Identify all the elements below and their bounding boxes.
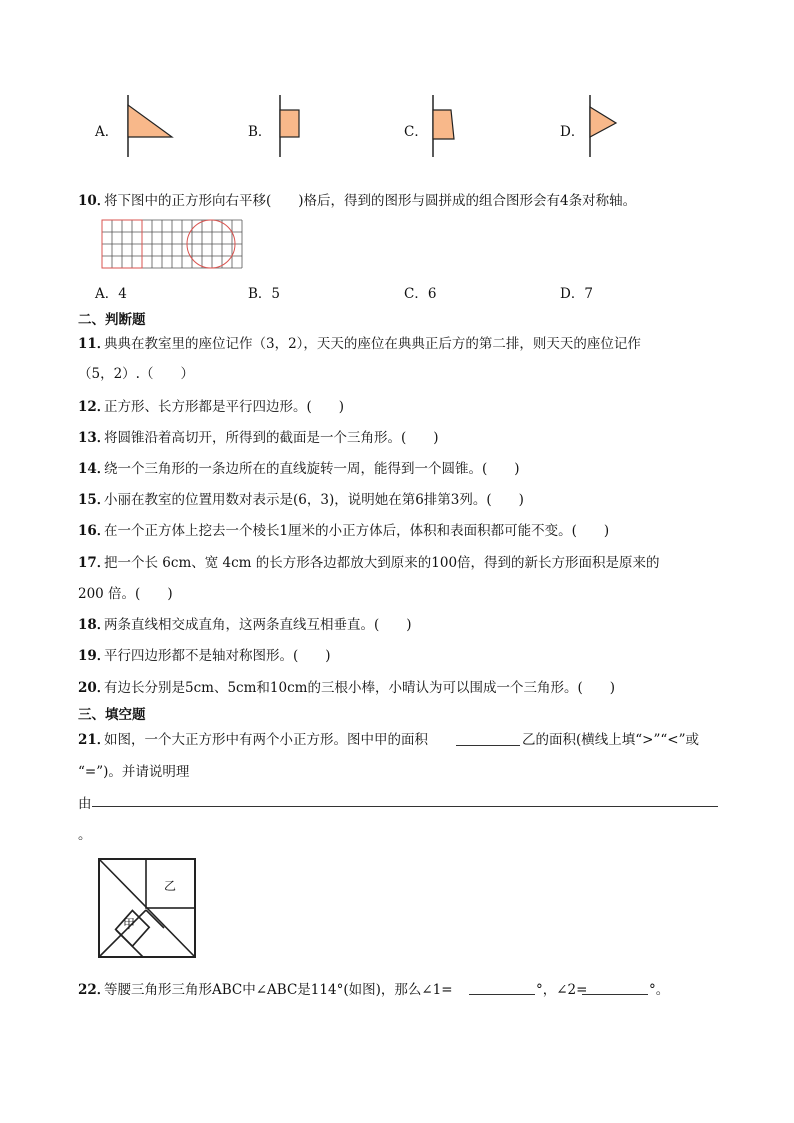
q9-option-c-figure	[425, 95, 465, 160]
q22-end: °。	[649, 982, 670, 998]
q11-text-line2: （5，2）.（ ）	[78, 366, 194, 382]
q11-number: 11．	[78, 336, 111, 352]
q9-option-b-label: B．	[248, 124, 272, 140]
q15-number: 15．	[78, 492, 111, 508]
q12-text: 正方形、长方形都是平行四边形。( )	[104, 399, 345, 415]
q14-text: 绕一个三角形的一条边所在的直线旋转一周，能得到一个圆锥。( )	[104, 461, 520, 477]
q19-text: 平行四边形都不是轴对称图形。( )	[104, 648, 331, 664]
q19-number: 19．	[78, 648, 111, 664]
q10-number: 10．	[78, 193, 111, 209]
section-3-title: 三、填空题	[78, 707, 146, 723]
q21-reason-blank[interactable]	[92, 806, 718, 807]
q16-text: 在一个正方体上挖去一个棱长1厘米的小正方体后，体积和表面积都可能不变。( )	[104, 523, 610, 539]
q10-grid-figure	[102, 220, 242, 270]
q9-option-c-label: C．	[404, 124, 428, 140]
q21-reason-label: 由	[78, 796, 92, 812]
q20-number: 20．	[78, 680, 111, 696]
q21-label-yi: 乙	[164, 879, 177, 893]
q21-text-after: 乙的面积(横线上填“>”“<”或	[522, 732, 699, 748]
q10-option-c: C．6	[404, 286, 437, 302]
q22-blank-2[interactable]	[582, 994, 648, 995]
q13-number: 13．	[78, 430, 111, 446]
q17-text: 把一个长 6cm、宽 4cm 的长方形各边都放大到原来的100倍，得到的新长方形面积是原来的	[104, 555, 660, 571]
q17-text-line2: 200 倍。( )	[78, 586, 173, 602]
q17-number: 17．	[78, 555, 111, 571]
q9-option-a-label: A．	[95, 124, 119, 140]
q18-text: 两条直线相交成直角，这两条直线互相垂直。( )	[104, 617, 412, 633]
q10-text: 将下图中的正方形向右平移( )格后，得到的图形与圆拼成的组合图形会有4条对称轴。	[104, 193, 637, 209]
q21-text: 如图，一个大正方形中有两个小正方形。图中甲的面积	[104, 732, 428, 748]
q11-text: 典典在教室里的座位记作（3，2），天天的座位在典典正后方的第二排，则天天的座位记作	[104, 336, 641, 352]
q21-label-jia: 甲	[123, 917, 136, 931]
q10-option-b: B．5	[248, 286, 281, 302]
q10-option-a: A．4	[95, 286, 127, 302]
q21-number: 21．	[78, 732, 111, 748]
q15-text: 小丽在教室的位置用数对表示是(6，3)，说明她在第6排第3列。( )	[104, 492, 524, 508]
section-2-title: 二、判断题	[78, 312, 146, 328]
q10-option-d: D．7	[560, 286, 593, 302]
q9-option-b-figure	[272, 95, 312, 160]
q20-text: 有边长分别是5cm、5cm和10cm的三根小棒，小晴认为可以围成一个三角形。( )	[104, 680, 615, 696]
q9-option-d-label: D．	[560, 124, 585, 140]
q21-end-mark: 。	[78, 827, 92, 843]
q9-option-a-figure	[120, 95, 180, 160]
q21-text-line2: “=”)。并请说明理	[78, 764, 190, 780]
q9-option-d-figure	[582, 95, 627, 160]
q18-number: 18．	[78, 617, 111, 633]
q21-square-figure	[98, 858, 198, 960]
q14-number: 14．	[78, 461, 111, 477]
q13-text: 将圆锥沿着高切开，所得到的截面是一个三角形。( )	[104, 430, 439, 446]
q22-mid: °，∠2=	[536, 982, 588, 998]
q12-number: 12．	[78, 399, 111, 415]
q22-blank-1[interactable]	[469, 994, 535, 995]
q16-number: 16．	[78, 523, 111, 539]
q22-number: 22．	[78, 982, 111, 998]
q22-text: 等腰三角形三角形ABC中∠ABC是114°(如图)，那么∠1=	[104, 982, 453, 998]
q21-answer-blank[interactable]	[456, 745, 520, 746]
